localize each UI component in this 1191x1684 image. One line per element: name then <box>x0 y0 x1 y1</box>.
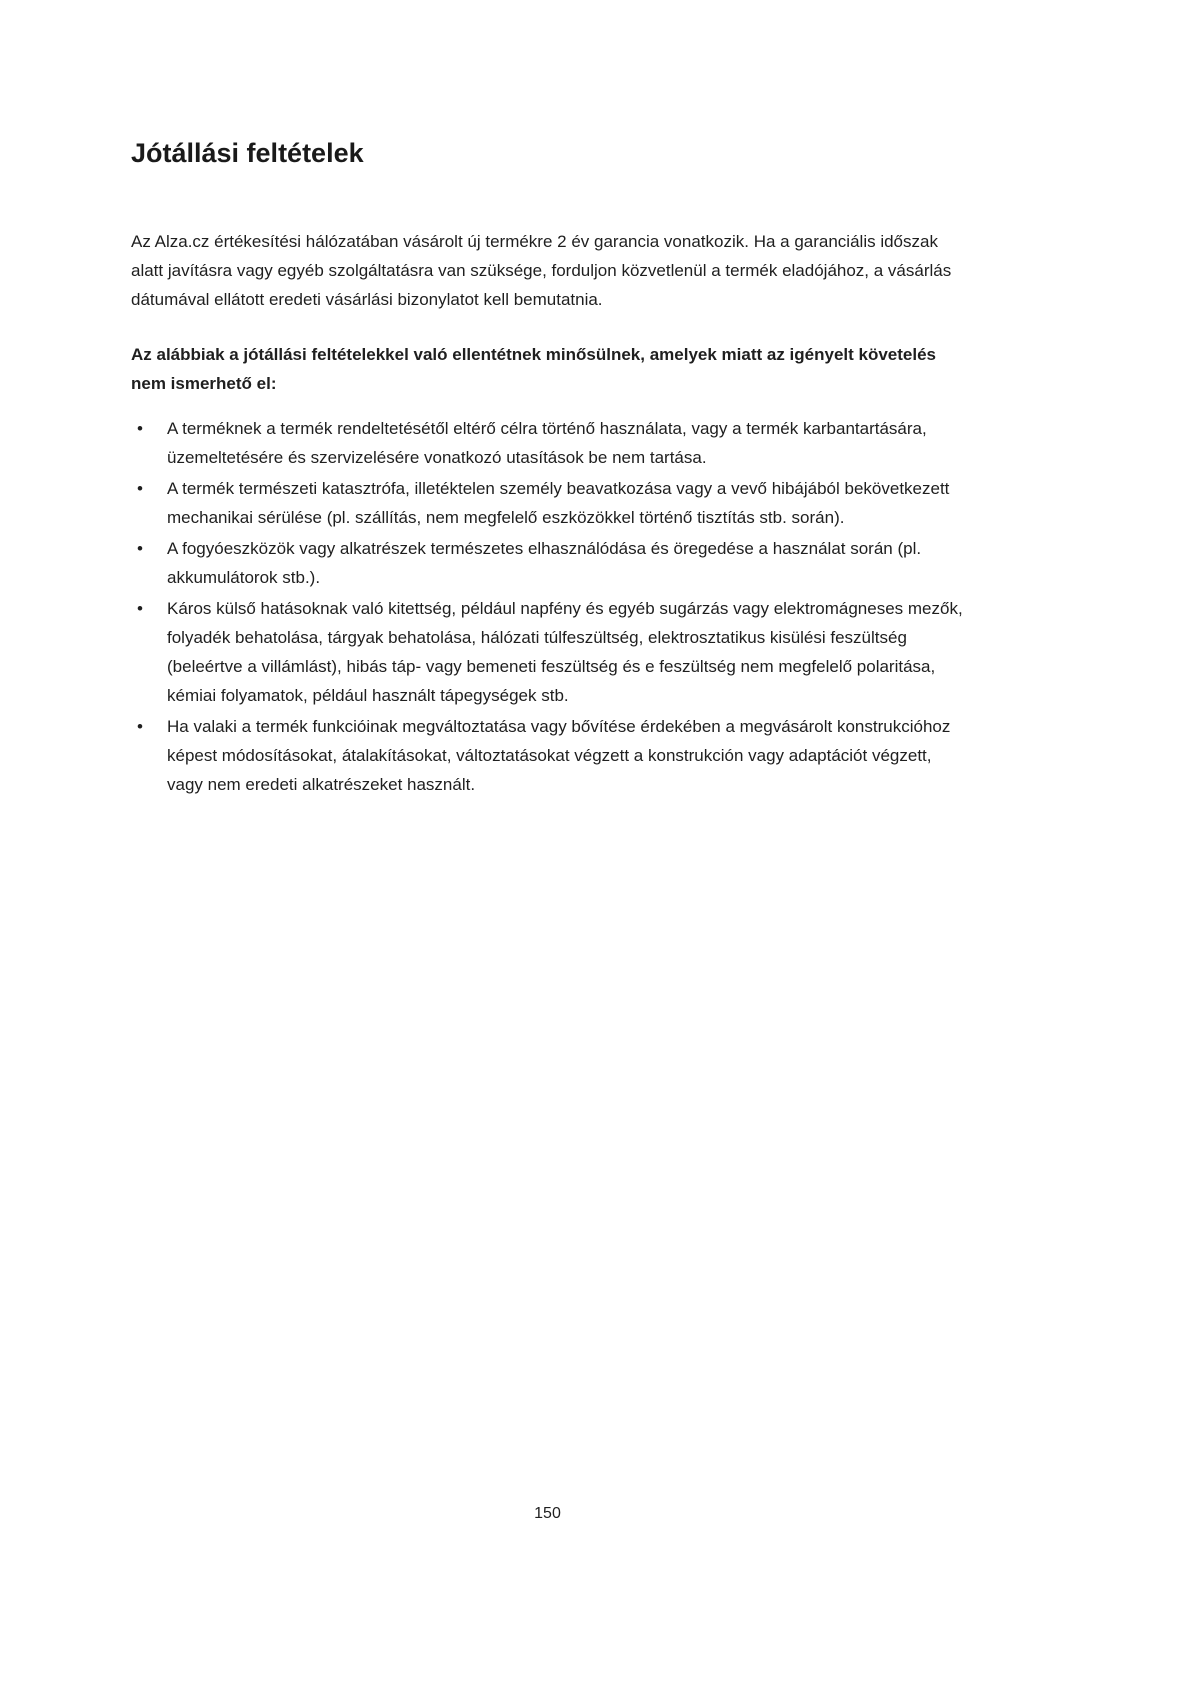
list-item-text: Káros külső hatásoknak való kitettség, például napfény és egyéb sugárzás vagy elektromágneses mezők, folyadék behatolása, tárgyak behatolása, hálózati túlfeszültség, elektrosztatikus kisülési feszültség (beleértve a villámlást), hibás táp- vagy bemeneti feszültség és e feszültség nem megfelelő polaritása, kémiai folyamatok, például használt tápegységek stb. <box>167 599 963 705</box>
list-item-text: A terméknek a termék rendeltetésétől eltérő célra történő használata, vagy a termék karbantartására, üzemeltetésére és szervizelésére vonatkozó utasítások be nem tartása. <box>167 419 927 467</box>
bullet-icon: • <box>137 419 143 438</box>
list-item-text: A fogyóeszközök vagy alkatrészek természetes elhasználódása és öregedése a használat során (pl. akkumulátorok stb.). <box>167 539 922 587</box>
list-item-text: A termék természeti katasztrófa, illetéktelen személy beavatkozása vagy a vevő hibájából bekövetkezett mechanikai sérülése (pl. szállítás, nem megfelelő eszközökkel történő tisztítás stb. során). <box>167 479 950 527</box>
bullet-icon: • <box>137 599 143 618</box>
list-item <box>131 474 964 532</box>
intro-paragraph: Az Alza.cz értékesítési hálózatában vásárolt új termékre 2 év garancia vonatkozik. Ha a garanciális időszak alatt javításra vagy egyéb szolgáltatásra van szüksége, forduljon közvetlenül a termék eladójához, a vásárlás dátumával ellátott eredeti vásárlási bizonylatot kell bemutatnia. <box>131 232 952 309</box>
conditions-list <box>131 414 964 799</box>
bullet-icon: • <box>137 539 143 558</box>
list-item-text: Ha valaki a termék funkcióinak megváltoztatása vagy bővítése érdekében a megvásárolt konstrukcióhoz képest módosításokat, átalakításokat, változtatásokat végzett a konstrukción vagy adaptációt végzett, vagy nem eredeti alkatrészeket használt. <box>167 717 951 794</box>
list-item <box>131 712 964 799</box>
list-item <box>131 534 964 592</box>
bullet-icon: • <box>137 717 143 736</box>
bullet-icon: • <box>137 479 143 498</box>
page-title: Jótállási feltételek <box>131 138 364 168</box>
list-item <box>131 414 964 472</box>
page-number: 150 <box>534 1505 561 1522</box>
conditions-heading: Az alábbiak a jótállási feltételekkel való ellentétnek minősülnek, amelyek miatt az igényelt követelés nem ismerhető el: <box>131 345 937 393</box>
list-item <box>131 594 964 710</box>
document-page <box>131 138 964 801</box>
